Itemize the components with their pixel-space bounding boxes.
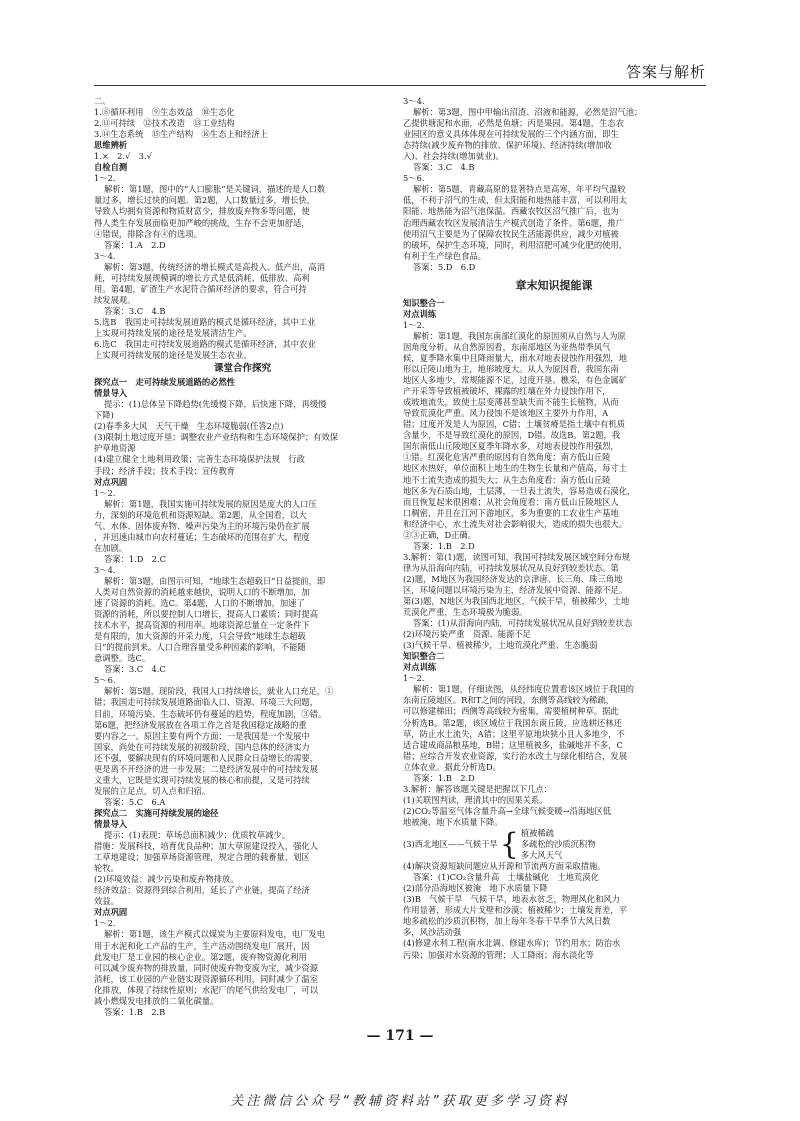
text-line: 答案：1.D 2.C xyxy=(104,553,167,564)
diagram-items xyxy=(521,828,596,861)
text-line: 第6题，把经济发展放在各项工作之首是我国稳定战略的重 xyxy=(94,719,307,730)
text-line: 答案：5.C 6.A xyxy=(104,796,166,807)
text-line: 1～2. xyxy=(403,673,425,684)
text-line: 5.选B 我国走可持续发展道路的模式是循环经济，其中工业 xyxy=(94,316,316,327)
text-line: 解析：第3题，传统经济的增长模式是高投入、低产出，高消 xyxy=(104,261,325,272)
text-line: 情景导入 xyxy=(94,388,128,399)
text-line: 对点巩固 xyxy=(94,907,128,918)
text-line: 对点巩固 xyxy=(94,476,128,487)
text-line: 地区多为石质山地，土层薄，一旦表土流失，容易造成石漠化， xyxy=(403,485,636,496)
text-line: 解析：第1题，图中的“人口膨胀”是关键词，描述的是人口数 xyxy=(104,184,326,195)
text-line: 续发展观。 xyxy=(94,294,136,305)
text-line: 解析：第3题，图中甲输出沼渣、沼液和能源，必然是沼气池； xyxy=(413,107,643,118)
text-line: 工草地建设；加强草场资源管理，规定合理的载畜量，划区 xyxy=(94,852,310,863)
text-line: 阳能、地热能为沼气池保温。西藏农牧区沼气推广后，也为 xyxy=(403,206,619,217)
text-line: 答案：3.C 4.B xyxy=(104,305,166,316)
brace-icon: { xyxy=(499,826,519,862)
text-line: 错；应综合开发农业资源，实行治水改土与绿化相结合，发展 xyxy=(403,750,628,761)
text-line: 的破坏，保护生态环境，同时，利用沼肥可减少化肥的使用， xyxy=(403,239,628,250)
text-line: 技术水平，提高资源的利用率。地球资源总量在一定条件下 xyxy=(94,620,310,631)
text-line: 答案：3.C 4.C xyxy=(104,664,166,675)
text-line: 解析：第1题，该生产模式以煤炭为主要原料发电，电厂发电 xyxy=(104,929,325,940)
text-line: 答案：1.B 2.D xyxy=(413,772,475,783)
text-line: 候，夏季降水集中且降雨量大，雨水对地表侵蚀作用强烈，地 xyxy=(403,352,628,363)
text-line: 区，环境问题以环境污染为主，经济发展中资源、能源不足。 xyxy=(403,584,628,595)
text-line: 答案：1.B 2.D xyxy=(413,540,475,551)
text-line: 5～6. xyxy=(403,173,425,184)
text-line: 1～2. xyxy=(94,487,116,498)
text-line: (4)解决资源短缺问题应从开源和节流两方面采取措施。 xyxy=(403,861,606,872)
section-heading: 课堂合作探究 xyxy=(213,363,271,375)
text-line: 情景导入 xyxy=(94,819,128,829)
text-line: 知识整合二 xyxy=(403,651,445,662)
text-line: (2)题，M地区为我国经济发达的京津唐、长三角、珠三角地 xyxy=(403,573,623,584)
text-line: 3.解析：第(1)题，读图可知，我国可持续发展区域空间分布规 xyxy=(403,551,631,562)
text-line: 入)、社会持续(增加就业)。 xyxy=(403,151,504,162)
text-line: (4)建立健全土地利用政策；完善生态环境保护法规 行政 xyxy=(94,454,305,465)
text-line: 国家，尚处在可持续发展的初级阶段，国内总体的经济实力 xyxy=(94,741,310,752)
text-line: 解析：第1题，仔细读图，从经纬度位置看该区域位于我国的 xyxy=(413,684,634,695)
text-line: 效益。 xyxy=(94,896,119,907)
text-line: 立体农业。据此分析选D。 xyxy=(403,761,501,772)
header-title: 答案与解析 xyxy=(625,63,706,81)
text-line: 东南丘陵地区。R和T之间的河段，东侧等高线较为稀疏， xyxy=(403,695,614,706)
text-line: 荒漠化严重，生态环境极为脆弱。 xyxy=(403,607,528,618)
text-line: (3)气候干旱、植被稀少，土地荒漠化严重、生态脆弱 xyxy=(403,640,598,651)
text-line: 对点训练 xyxy=(403,308,437,319)
text-line: 1～2. xyxy=(94,173,116,184)
text-line: (3)限制土地过度开垦；调整农业产业结构和生态环境保护；有效保 xyxy=(94,432,339,443)
text-line: 解析：第1题，我国东南部红漠化的原因须从自然与人为原 xyxy=(413,330,626,341)
text-line: 态持续(减少废弃物的排放、保护环境)、经济持续(增加收 xyxy=(403,140,612,151)
text-line: 错；过度开发是人为原因，C错；土壤贫瘠是指土壤中有机质 xyxy=(403,419,626,430)
page-number: — 171 — xyxy=(366,1028,434,1044)
text-line: 产开采等导致植被破坏，裸露的红壤在外力侵蚀作用下， xyxy=(403,386,611,397)
text-line: 地不土流失造成的损失大；从生态角度看：南方低山丘陵 xyxy=(403,474,611,485)
header-rule xyxy=(94,85,706,86)
text-line: 含量少，不是导致红漠化的原因，D错。故选B。第2题，我 xyxy=(403,430,621,441)
text-line: ④错误，排除含有④的选项。 xyxy=(94,228,202,239)
text-line: 律为从沿海向内陆，可持续发展状况从良好到较差状态。第 xyxy=(403,562,619,573)
text-line: ①错。红漠化危害严重的原因有自然角度：南方低山丘陵 xyxy=(403,452,611,463)
text-line: 化排放，体现了持续性原则；水泥厂的尾气供给发电厂，可以 xyxy=(94,984,319,995)
text-line: 导致人均拥有资源和物质财富少，排放废弃物多等问题，使 xyxy=(94,206,310,217)
text-line: 形以丘陵山地为主，地形坡度大。从人为原因看，我国东南 xyxy=(403,364,619,375)
text-line: 速了资源的消耗。选C。第4题，人口的不断增加，加速了 xyxy=(94,598,305,609)
text-line: ，并迅速由城市向农村蔓延；生态破坏的范围在扩大，程度 xyxy=(94,531,310,542)
text-line: 上实现可持续发展的途径是发展清洁生产。 xyxy=(94,327,252,338)
text-line: 更是离不开经济的进一步发展；二是经济发展中的可持续发展 xyxy=(94,763,319,774)
text-line: 措施：发展科技，培育优良品种；加大草原建设投入，强化人 xyxy=(94,841,319,852)
text-line: 答案：1.A 2.D xyxy=(104,239,166,250)
text-line: 乙提供塘泥和水面，必然是鱼塘；丙是果园。第4题，生态农 xyxy=(403,118,624,129)
text-line: (2)部分沿海地区被淹 地下水质量下降 xyxy=(403,883,548,894)
text-line: 还不强，要解决现有的环境问题和人民群众日益增长的需要， xyxy=(94,752,319,763)
text-line: 成坡地流失，致使土层变薄甚至缺失而不能生长植物，从而 xyxy=(403,397,619,408)
diagram-item: 多大风天气 xyxy=(520,850,563,861)
text-line: 答案：(1)CO₂含量升高 土壤盐碱化 土地荒漠化 xyxy=(413,872,599,883)
text-line: ②③正确，D正确。 xyxy=(403,529,477,540)
text-line: 作用显著，形成大片戈壁和沙漠；植被稀少；土壤发育差，平 xyxy=(403,905,628,916)
text-line: 多，风沙活动强 xyxy=(403,927,462,938)
text-line: 口稠密，并且在江河下游地区，多为重要的工农业生产基地 xyxy=(403,507,619,518)
text-line: 提示：(1)表现：草场总面积减少；优质牧草减少。 xyxy=(104,830,290,841)
text-line: 护草地资源 xyxy=(94,443,136,454)
text-line: 在加剧。 xyxy=(94,542,128,553)
diagram-item: 多疏松的沙质沉积物 xyxy=(520,839,596,850)
text-line: 解析：第3题，由图示可知，“地球生态超载日”日益提前，即 xyxy=(104,575,326,586)
text-line: 资源的消耗，所以要控制人口增长，提高人口素质；同时提高 xyxy=(94,609,319,620)
text-line: 5～6. xyxy=(94,675,116,686)
text-line: (2)CO₂等温室气体含量升高→全球气候变暖→沿海地区低 xyxy=(403,805,612,816)
text-line: 耗，可持续发展规模调的增长方式是低消耗、低排放、高利 xyxy=(94,272,310,283)
text-line: 可以修建梯田；西侧等高线较为密集，需要植树种草。据此 xyxy=(403,706,619,717)
text-line: 自检自测 xyxy=(94,162,128,173)
text-line: 第(3)题，N地区为我国西北地区，气候干旱，植被稀少，土地 xyxy=(403,596,630,607)
text-line: 意调整。选C。 xyxy=(94,653,151,664)
text-line: 解析：第1题，我国实施可持续发展的原因是庞大的人口压 xyxy=(104,498,317,509)
text-line: (2)春季多大风 天气干燥 生态环境脆弱(任答2点) xyxy=(94,421,284,432)
text-line: 得人类生存发展面临更加严峻的挑战，生存不会更加舒适， xyxy=(94,217,310,228)
text-line: 业园区的意义具体体现在可持续发展的三个内涵方面，即生 xyxy=(403,129,619,140)
text-line: (2)环境效益：减少污染和废弃物排放。 xyxy=(94,874,239,885)
text-line: (4)修建水利工程(南水北调、修建水库)；节约用水；防治水 xyxy=(403,938,621,949)
text-line: 分析选B。第2题，该区域位于我国东南丘陵，应选耕还林还 xyxy=(403,717,622,728)
text-line: 二、 xyxy=(94,96,111,106)
text-line: 导致荒漠化严重。风力侵蚀不是该地区主要外力作用，A xyxy=(403,408,609,419)
text-line: 3～4. xyxy=(94,250,116,261)
text-line: 要内容之一。原因主要有两个方面：一是我国是一个发展中 xyxy=(94,730,310,741)
text-line: 因角度分析。从自然原因看，东南部地区为亚热带季风气 xyxy=(403,341,611,352)
left-column xyxy=(94,96,391,1018)
text-line: 减小燃煤发电排放的二氧化碳量。 xyxy=(94,995,219,1006)
text-line: (1)关联图判读，理清其中的因果关系。 xyxy=(403,794,548,805)
text-line: 3～4. xyxy=(403,96,425,106)
text-line: 草，防止水土流失，A错；这里平原地块狭小且人多地少，不 xyxy=(403,728,625,739)
text-line: 发展的立足点，切入点和归宿。 xyxy=(94,785,211,796)
text-line: 消耗，该工业园的产业链实现资源循环利用，同时减少了温室 xyxy=(94,973,319,984)
text-line: 日”的提前到来。人口合理容量受多种因素的影响，不能随 xyxy=(94,642,306,653)
text-line: 下降) xyxy=(94,410,114,421)
text-line: 可以减少废弃物的排放量，同时使废弃物变废为宝，减少资源 xyxy=(94,962,319,973)
text-line: (2)环境污染严重 资源、能源不足 xyxy=(403,629,531,640)
text-line: 错；我国走可持续发展道路面临人口、资源、环境三大问题， xyxy=(94,697,319,708)
text-line: 答案：1.B 2.B xyxy=(104,1006,166,1017)
text-line: 地多疏松的沙质沉积物，加上每年冬春干旱季节大风日数 xyxy=(403,916,611,927)
text-line: 用。第4题，矿渣生产水泥符合循环经济的要求，符合可持 xyxy=(94,283,307,294)
text-line: 提示：(1)总体呈下降趋势(先缓慢下降，后快速下降，再缓慢 xyxy=(104,399,327,410)
text-line: 污染；加强对水资源的管理；人工降雨；海水淡化等 xyxy=(403,949,594,960)
right-column xyxy=(403,96,705,961)
text-line: 答案：5.D 6.D xyxy=(413,261,476,272)
text-line: 思维辨析 xyxy=(94,140,128,151)
text-line: 1.⑧循环利用 ⑨生态效益 ⑩生态化 xyxy=(94,107,235,118)
text-line: 义重大，它既是实现可持续发展的核心和前提，又是可持续 xyxy=(94,774,310,785)
text-line: 和经济中心，水土流失对社会影响很大，造成的损失也很大。 xyxy=(403,518,628,529)
diagram-root: (3)西北地区——气候干旱 xyxy=(403,839,498,850)
text-line: 量过多，增长过快的问题。第2题，人口数量过多，增长快， xyxy=(94,195,315,206)
text-line: 用于水泥和化工产品的生产，生产活动围绕发电厂展开，因 xyxy=(94,940,310,951)
text-line: 气、水体、固体废弃物、噪声污染为主的环境污染仍在扩展 xyxy=(94,520,310,531)
causal-diagram xyxy=(403,828,705,861)
text-line: 力，深刻的环境危机和资源短缺。第2题，从全国看，以大 xyxy=(94,509,307,520)
text-line: 答案：(1)从沿海向内陆，可持续发展状况从良好到较差状态 xyxy=(413,618,633,629)
text-line: 上实现可持续发展的途径是发展生态农业。 xyxy=(94,350,252,361)
text-line: 人类对自然资源的消耗越来越快，说明人口的不断增加，加 xyxy=(94,587,310,598)
text-line: 而且恢复起来很困难；从社会角度看：南方低山丘陵地区人 xyxy=(403,496,619,507)
text-line: 地被淹、地下水质量下降。 xyxy=(403,816,503,827)
text-line: 治理西藏农牧区发展清洁生产模式创造了条件。第6题，推广 xyxy=(403,217,624,228)
text-line: 解析：第5题，现阶段，我国人口持续增长，就业人口充足，① xyxy=(104,686,334,697)
text-line: 此发电厂是工业园的核心企业。第2题，废弃物资源化利用 xyxy=(94,951,307,962)
text-line: 3.⑭生态系统 ⑮生产结构 ⑯生态上和经济上 xyxy=(94,129,268,140)
text-line: 3～4. xyxy=(94,564,116,575)
text-line: 是有限的，加大资源的开采力度，只会导致“地球生态超载 xyxy=(94,631,306,642)
section-heading: 章末知识提能课 xyxy=(515,278,593,292)
text-line: 目前，环境污染、生态破坏仍有蔓延的趋势，程度加剧，③错。 xyxy=(94,708,327,719)
text-line: 答案：3.C 4.B xyxy=(413,162,475,173)
text-line: 轮牧。 xyxy=(94,863,119,874)
text-line: 探究点二 实施可持续发展的途径 xyxy=(94,807,219,818)
text-line: 有利于生产绿色食品。 xyxy=(403,250,486,261)
text-line: 探究点一 走可持续发展道路的必然性 xyxy=(94,377,236,388)
footer-watermark: 关注微信公众号“教辅资料站”获取更多学习资料 xyxy=(230,1094,570,1109)
text-line: 1.× 2.√ 3.√ xyxy=(94,151,152,162)
text-line: 知识整合一 xyxy=(403,297,445,308)
text-line: 地区人多地少，常规能源不足，过度开垦、樵采，有色金属矿 xyxy=(403,375,628,386)
text-line: 国东南低山丘陵地区夏季年降水多，对地表侵蚀作用强烈， xyxy=(403,441,619,452)
text-line: 适合建成商品粮基地，B错；这里植被多，盐碱地并不多，C xyxy=(403,739,623,750)
diagram-item: 植被稀疏 xyxy=(520,828,555,838)
text-line: 使用沼气主要是为了保障农牧民生活能源供应，减少对植被 xyxy=(403,228,619,239)
text-line: 1～2. xyxy=(94,918,116,929)
text-line: 1～2. xyxy=(403,319,425,330)
text-line: 低，不利于沼气的生成，但太阳能和地热能丰富，可以利用太 xyxy=(403,195,628,206)
text-line: 经济效益：资源得到综合利用，延长了产业链，提高了经济 xyxy=(94,885,310,896)
text-line: 手段；经济手段；技术手段；宣传教育 xyxy=(94,465,236,476)
page-header xyxy=(94,55,706,85)
text-line: 解析：第5题，青藏高原的显著特点是高寒，年平均气温较 xyxy=(413,184,626,195)
text-line: (3)B 气候干旱 气候干旱，地表水贫乏，物理风化和风力 xyxy=(403,894,620,905)
text-line: 2.⑪可持续 ⑫技术改造 ⑬工业结构 xyxy=(94,118,235,129)
text-line: 对点训练 xyxy=(403,662,437,673)
text-line: 地区水热好，单位面积上地生的生物生长量和产值高，每寸土 xyxy=(403,463,628,474)
text-line: 3.解析：解答该题关键是把握以下几点： xyxy=(403,783,552,794)
text-line: 6.选C 我国走可持续发展道路的模式是循环经济，其中农业 xyxy=(94,339,316,350)
